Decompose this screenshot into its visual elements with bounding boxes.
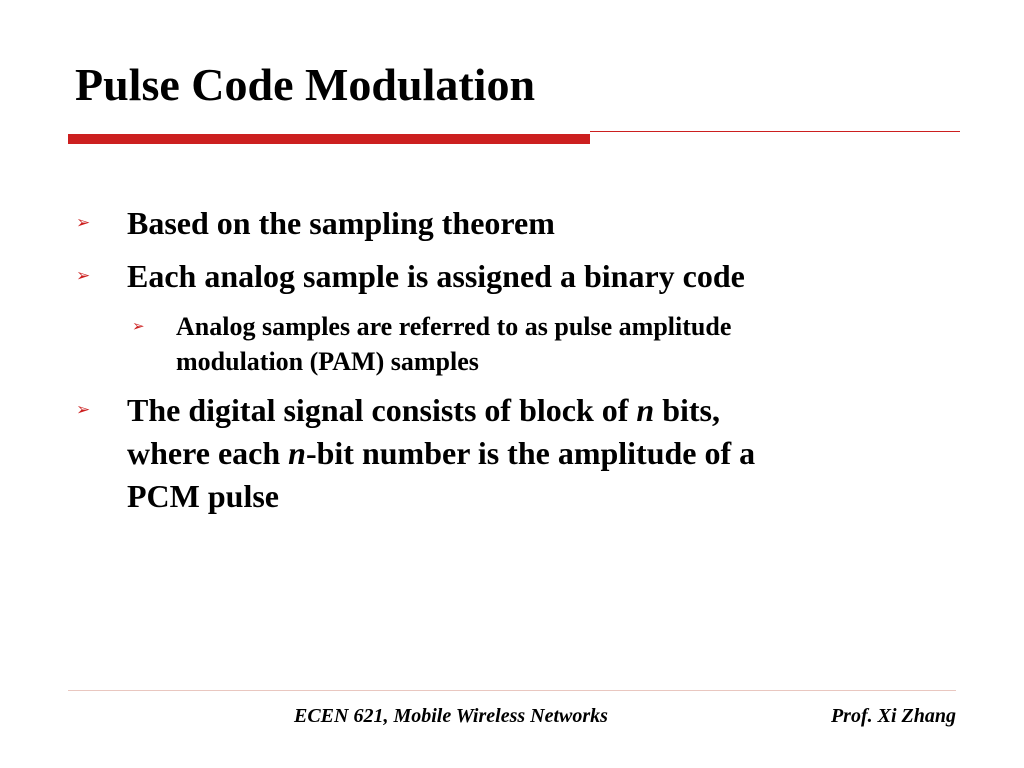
bullet-text-segment: The digital signal consists of block of <box>127 392 637 428</box>
arrow-bullet-icon: ➢ <box>76 266 91 286</box>
title-underline-thick <box>68 134 590 144</box>
bullet-text-segment: PCM pulse <box>127 478 279 514</box>
bullet-text-segment: where each <box>127 435 289 471</box>
bullet-text-segment: bits, <box>654 392 720 428</box>
sub-bullet-line: Analog samples are referred to as pulse amplitude <box>176 312 732 341</box>
footer-course: ECEN 621, Mobile Wireless Networks <box>294 705 608 727</box>
sub-bullet-item <box>132 309 732 379</box>
footer-author: Prof. Xi Zhang <box>830 705 956 727</box>
bullet-text: Based on the sampling theorem <box>127 205 555 241</box>
bullet-item <box>76 255 745 298</box>
footer-divider <box>68 690 956 691</box>
bullet-item <box>76 389 756 518</box>
variable-n: n <box>636 392 655 428</box>
bullet-item <box>76 202 555 245</box>
sub-bullet-line: modulation (PAM) samples <box>176 347 479 376</box>
bullet-text: Each analog sample is assigned a binary code <box>127 258 745 294</box>
slide-title: Pulse Code Modulation <box>75 59 536 110</box>
arrow-bullet-icon: ➢ <box>132 317 145 335</box>
bullet-text-segment: -bit number is the amplitude of a <box>305 435 756 471</box>
title-underline-thin <box>590 131 960 132</box>
arrow-bullet-icon: ➢ <box>76 400 91 420</box>
variable-n: n <box>288 435 306 471</box>
arrow-bullet-icon: ➢ <box>76 213 91 233</box>
